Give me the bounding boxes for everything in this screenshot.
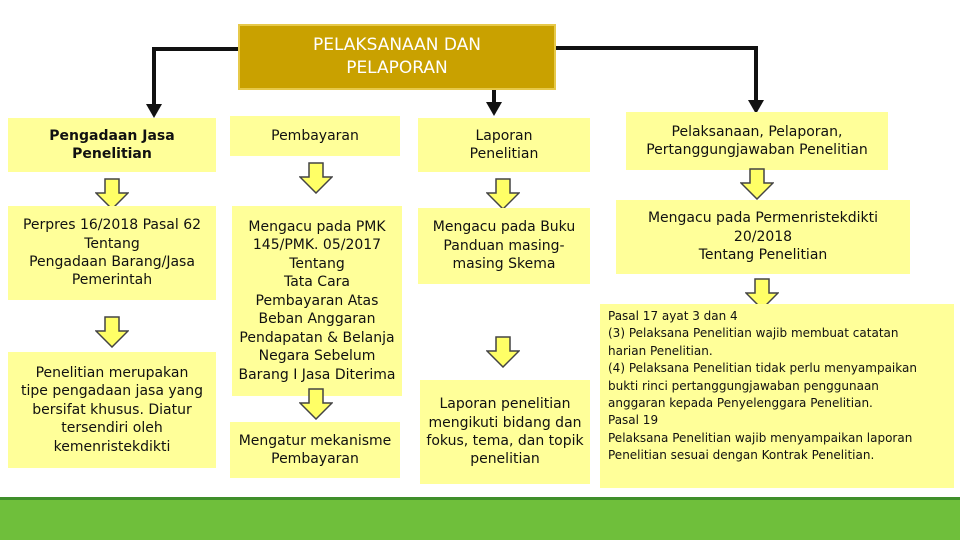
column-4-box-1: Mengacu pada Permenristekdikti 20/2018 Tentang Penelitian bbox=[616, 200, 910, 274]
down-arrow-icon bbox=[486, 336, 520, 368]
column-1-header: Pengadaan Jasa Penelitian bbox=[8, 118, 216, 172]
column-3-box-2: Laporan penelitian mengikuti bidang dan fokus, tema, dan topik penelitian bbox=[420, 380, 590, 484]
connector-line-right-horizontal bbox=[556, 46, 758, 50]
column-4-box-2: Pasal 17 ayat 3 dan 4 (3) Pelaksana Penelitian wajib membuat catatan harian Penelitian. (4) Pelaksana Penelitian tidak perlu menyampaikan bukti rinci pertanggungjawaban penggunaan anggaran kepada Penyelenggara Penelitian. Pasal 19 Pelaksana Penelitian wajib menyampaikan laporan Penelitian sesuai dengan Kontrak Penelitian. bbox=[600, 304, 954, 488]
column-2-header: Pembayaran bbox=[230, 116, 400, 156]
diagram-title: PELAKSANAAN DAN PELAPORAN bbox=[238, 24, 556, 90]
column-1-box-1: Perpres 16/2018 Pasal 62 Tentang Pengadaan Barang/Jasa Pemerintah bbox=[8, 206, 216, 300]
down-arrow-icon bbox=[740, 168, 774, 200]
footer-bar bbox=[0, 500, 960, 540]
column-4-header: Pelaksanaan, Pelaporan, Pertanggungjawaban Penelitian bbox=[626, 112, 888, 170]
column-3-box-1: Mengacu pada Buku Panduan masing- masing Skema bbox=[418, 208, 590, 284]
down-arrow-icon bbox=[95, 316, 129, 348]
down-arrow-icon bbox=[299, 162, 333, 194]
column-1-box-2: Penelitian merupakan tipe pengadaan jasa yang bersifat khusus. Diatur tersendiri oleh kemenristekdikti bbox=[8, 352, 216, 468]
down-arrow-icon bbox=[486, 178, 520, 210]
column-3-header: Laporan Penelitian bbox=[418, 118, 590, 172]
connector-line-left-horizontal bbox=[152, 47, 238, 51]
column-2-box-1: Mengacu pada PMK 145/PMK. 05/2017 Tentang Tata Cara Pembayaran Atas Beban Anggaran Pendapatan & Belanja Negara Sebelum Barang I Jasa Diterima bbox=[232, 206, 402, 396]
connector-line-right-vertical bbox=[754, 46, 758, 102]
column-2-box-2: Mengatur mekanisme Pembayaran bbox=[230, 422, 400, 478]
arrowhead-left bbox=[146, 104, 162, 118]
connector-line-left-vertical bbox=[152, 47, 156, 107]
arrowhead-center bbox=[486, 102, 502, 116]
down-arrow-icon bbox=[299, 388, 333, 420]
